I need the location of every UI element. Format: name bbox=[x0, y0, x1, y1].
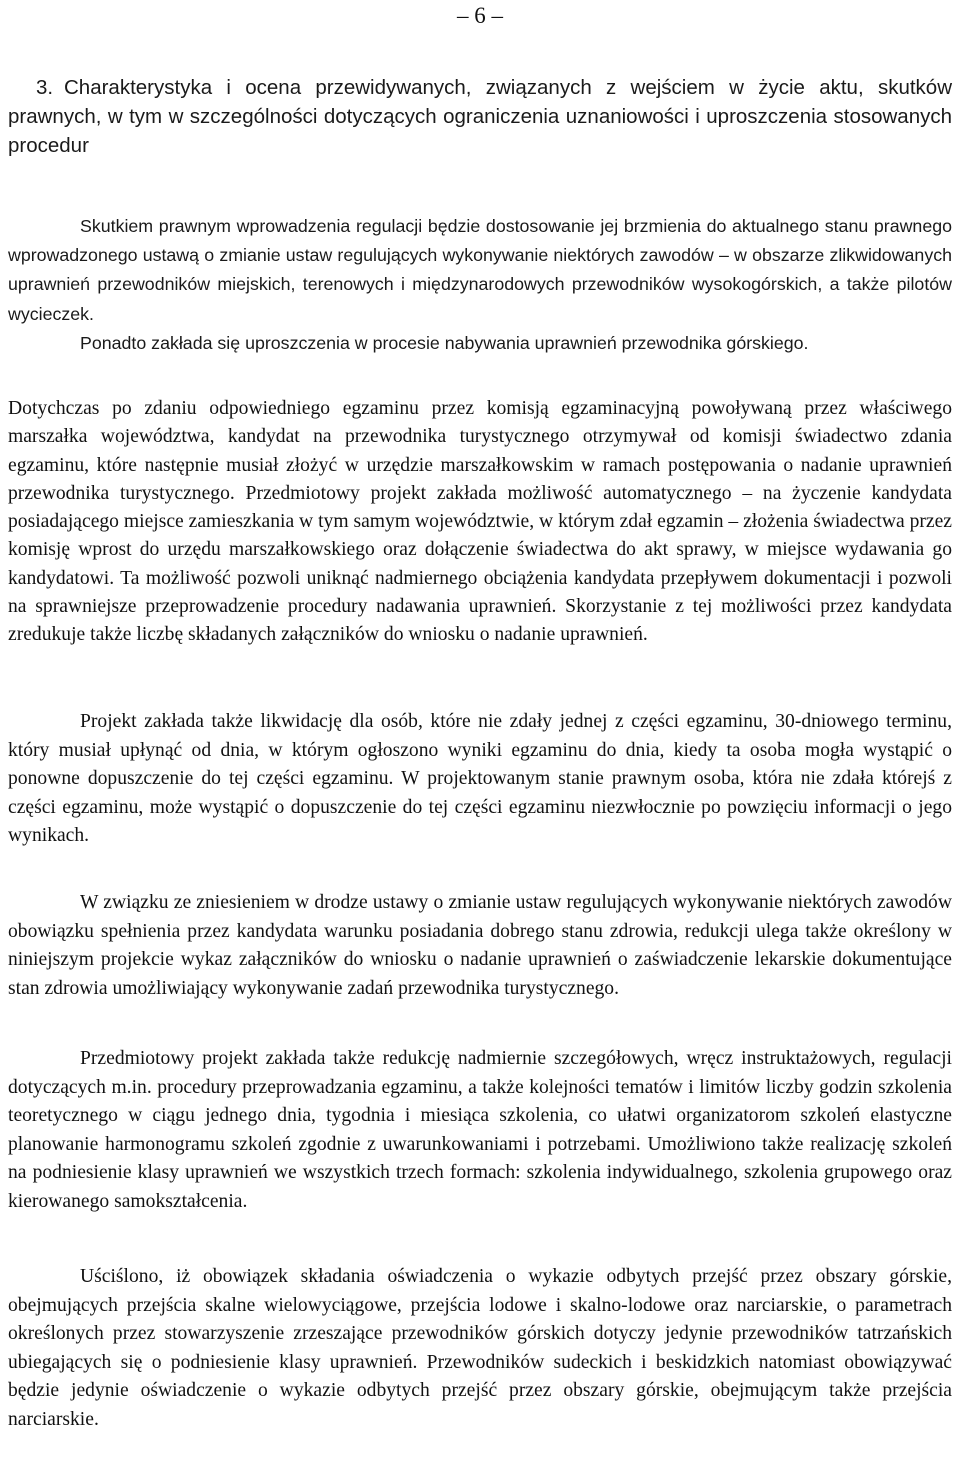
paragraph-group-sans bbox=[8, 212, 952, 358]
paragraph-mountain-crossings bbox=[8, 1263, 952, 1435]
section-number: 3. bbox=[36, 76, 54, 99]
paragraph-training-regulations-text: Przedmiotowy projekt zakłada także redukcję nadmiernie szczegółowych, wręcz instruktażowych, regulacji dotyczących m.in. procedury przeprowadzania egzaminu, a także kolejności tematów i limitów liczby godzin szkolenia teoretycznego w ciągu jednego dnia, tygodnia i miesiąca szkolenia, co ułatwi organizatorom szkoleń elastyczne planowanie harmonogramu szkoleń zgodnie z uwarunkowaniami i potrzebami. Umożliwiono także realizację szkoleń na podniesienie klasy uprawnień we wszystkich trzech formach: szkolenia indywidualnego, szkolenia grupowego oraz kierowanego samokształcenia. bbox=[8, 1048, 952, 1212]
paragraph-training-regulations bbox=[8, 1045, 952, 1217]
paragraph-legal-effect: Skutkiem prawnym wprowadzenia regulacji będzie dostosowanie jej brzmienia do aktualnego stanu prawnego wprowadzonego ustawą o zmianie ustaw regulujących wykonywanie niektórych zawodów – w obszarze zlikwidowanych uprawnień przewodników miejskich, terenowych i międzynarodowych przewodników wysokogórskich, a także pilotów wycieczek. bbox=[8, 216, 952, 324]
section-title: Charakterystyka i ocena przewidywanych, związanych z wejściem w życie aktu, skutków prawnych, w tym w szczególności dotyczących ograniczenia uznaniowości i uproszczenia stosowanych procedur bbox=[8, 76, 952, 157]
section-heading bbox=[8, 73, 952, 160]
paragraph-exam-deadline bbox=[8, 708, 952, 851]
paragraph-mountain-crossings-text: Uściślono, iż obowiązek składania oświadczenia o wykazie odbytych przejść przez obszary górskie, obejmujących przejścia skalne wielowyciągowe, przejścia lodowe i skalno-lodowe oraz narciarskie, o parametrach określonych przez stowarzyszenie zrzeszające przewodników górskich dotyczy jedynie przewodników tatrzańskich ubiegających się o podniesienie klasy uprawnień. Przewodników sudeckich i beskidzkich natomiast obowiązywać będzie jedynie oświadczenie o wykazie odbytych przejść przez obszary górskie, obejmującym także przejścia narciarskie. bbox=[8, 1266, 952, 1430]
paragraph-health-requirement-text: W związku ze zniesieniem w drodze ustawy o zmianie ustaw regulujących wykonywanie niektórych zawodów obowiązku spełnienia przez kandydata warunku posiadania dobrego stanu zdrowia, redukcji ulega także określony w niniejszym projekcie wykaz załączników do wniosku o nadanie uprawnień o zaświadczenie lekarskie dokumentujące stan zdrowia umożliwiający wykonywanie zadań przewodnika turystycznego. bbox=[8, 892, 952, 999]
paragraph-certificate-text: Dotychczas po zdaniu odpowiedniego egzaminu przez komisją egzaminacyjną powoływaną przez właściwego marszałka województwa, kandydat na przewodnika turystycznego otrzymywał od komisji świadectwo zdania egzaminu, które następnie musiał złożyć w urzędzie marszałkowskim w ramach postępowania o nadanie uprawnień przewodnika turystycznego. Przedmiotowy projekt zakłada możliwość automatycznego – na życzenie kandydata posiadającego miejsce zamieszkania w tym samym województwie, w którym zdał egzamin – złożenia świadectwa przez komisję wprost do urzędu marszałkowskiego oraz dołączenie świadectwa do akt sprawy, w miejsce wydawania go kandydatowi. Ta możliwość pozwoli uniknąć nadmiernego obciążenia kandydata przepływem dokumentacji i pozwoli na sprawniejsze przeprowadzenie procedury nadawania uprawnień. Skorzystanie z tej możliwości przez kandydata zredukuje także liczbę składanych załączników do wniosku o nadanie uprawnień. bbox=[8, 398, 952, 646]
paragraph-health-requirement bbox=[8, 889, 952, 1003]
page-number: – 6 – bbox=[457, 3, 503, 28]
paragraph-certificate-procedure bbox=[8, 395, 952, 650]
paragraph-exam-deadline-text: Projekt zakłada także likwidację dla osób, które nie zdały jednej z części egzaminu, 30-dniowego terminu, który musiał upłynąć od dnia, w którym ogłoszono wyniki egzaminu do dnia, kiedy ta osoba mogła wystąpić o ponowne dopuszczenie do tej części egzaminu. W projektowanym stanie prawnym osoba, która nie zdała którejś z części egzaminu, może wystąpić o dopuszczenie do tej części egzaminu niezwłocznie po powzięciu informacji o jego wynikach. bbox=[8, 711, 952, 847]
paragraph-simplification-intro: Ponadto zakłada się uproszczenia w procesie nabywania uprawnień przewodnika górskiego. bbox=[80, 332, 809, 353]
